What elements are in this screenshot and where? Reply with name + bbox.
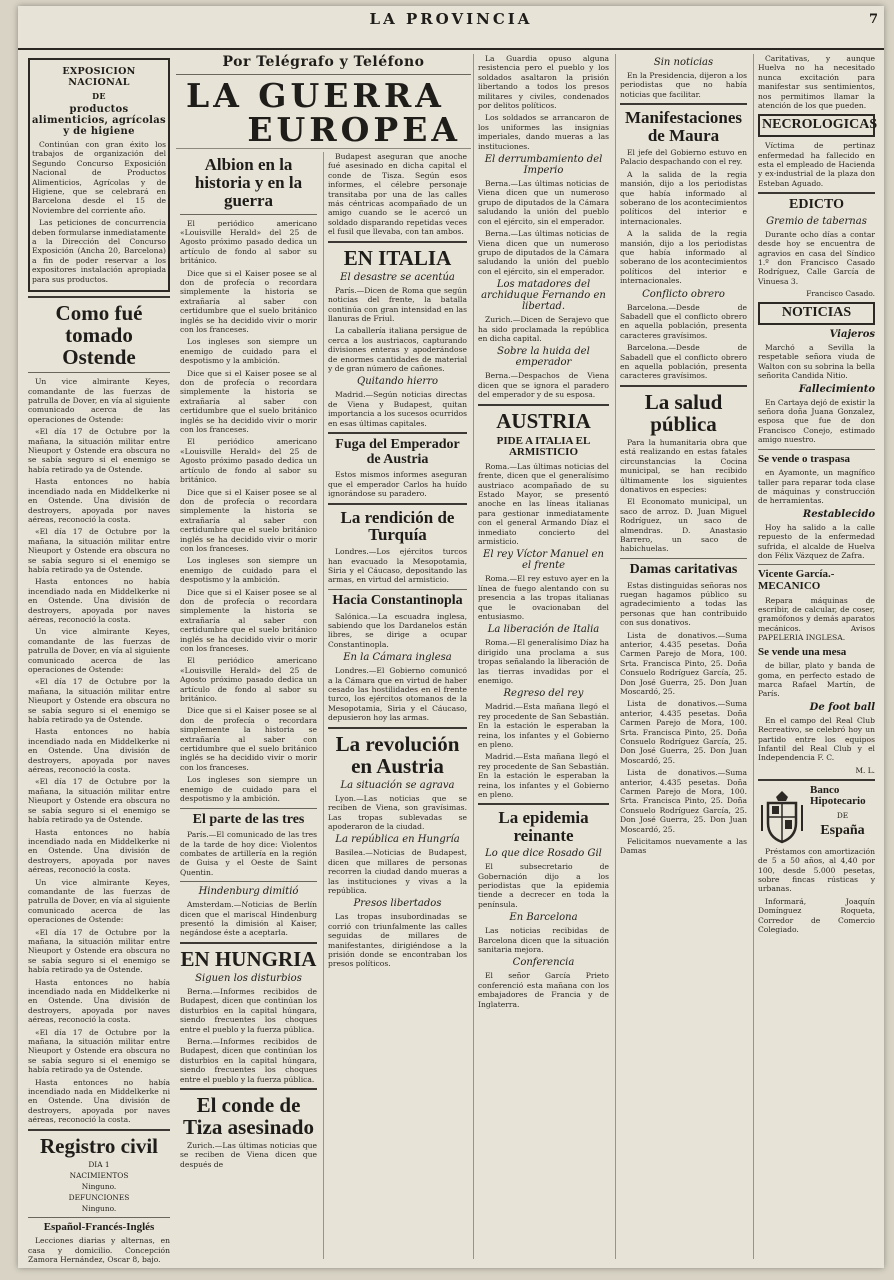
imperio-text-2: Berna.—Las últimas noticias de Viena dicen que un numeroso grupo de diputados de la Cámara saludando la unión del pueblo con el ejército, sin el emperador. — [478, 229, 609, 276]
damas-continued-text: Caritativas, y aunque Huelva no ha necesitado nunca excitación para manifestar sus sentimientos, nos permitimos llamar la atención de los que pueden. — [758, 54, 875, 111]
damas-list-2: Lista de donativos.—Suma anterior, 4.435 pesetas. Doña Carmen Parejo de Mora, 100. Srta. Francisca Pinto, 25. Doña Consuelo Rodríguez García, 25. Don José Guerra, 25. Don Juan Moscardó, 25. — [620, 699, 747, 765]
huida-text: Berna.—Despachos de Viena dicen que se ignora el paradero del emperador y de su esposa. — [478, 371, 609, 400]
ostende-text-3f: Hasta entonces no había incendiado nada en Middelkerke ni en Ostende. Una división de destroyers, apoyada por naves aéreas, reconoció la costa. — [28, 727, 170, 775]
mecanico-headline: Vicente García.-MECANICO — [758, 568, 835, 592]
albion-text-4: Dice que si el Kaiser posee se al don de profecía o recordara simplemente la historia se extrañaría al saber con certidumbre que el suelo británico inglés se ha decidido vivir o morir con los franceses. — [180, 368, 317, 435]
turquia-headline: La rendición de Turquía — [340, 507, 455, 545]
masthead-title: LA PROVINCIA — [369, 10, 533, 28]
ostende-text-3d: Un vice almirante Keyes, comandante de las fuerzas de patrulla de Dover, en vía al siguiente comunicado acerca de las operaciones de Ostende: — [28, 627, 170, 675]
albion-text-2: Dice que si el Kaiser posee se al don de profecía o recordara simplemente la historia se extrañaría al saber con certidumbre que el suelo británico inglés se ha decidido vivir o morir con los franceses. — [180, 268, 317, 334]
sin-noticias-subhead: Sin noticias — [653, 57, 714, 68]
spread-headline-line2: EUROPEA — [247, 110, 461, 149]
column-2 — [176, 152, 321, 1259]
expo-text: Continúan con gran éxito los trabajos de organización del Segundo Concurso Exposición Nacional de Productos Alimenticios, Agrícolas y de Higiene, que se celebrará en Barcelona desde el 15 de Noviembre del corriente año. — [32, 140, 166, 215]
conferencia-text: El señor García Prieto conferenció esta mañana con los embajadores de Francia y de Inglaterra. — [478, 971, 609, 1009]
masthead — [18, 6, 884, 50]
banco-de: DE — [836, 810, 849, 820]
hungria-text-2: Berna.—Informes recibidos de Budapest, dicen que continúan los disturbios en la capital húngara, siendo frecuentes los choques entre el pueblo y la fuerza pública. — [180, 1036, 317, 1084]
banco-text: Préstamos con amortización de 5 a 50 años, al 4,40 por 100, desde 5.000 pesetas, sobre fincas rústicas y urbanas. — [758, 846, 875, 894]
camara-subhead: En la Cámara inglesa — [343, 652, 452, 664]
maura-headline: Manifestaciones de Maura — [624, 108, 743, 146]
regreso-text: Madrid.—Esta mañana llegó el rey procedente de San Sebastián. En la estación le esperaban la reina, los infantes y el Gobierno en pleno. — [478, 702, 609, 750]
albion-text-7: Los ingleses son siempre un enemigo de cuidado para el despotismo y la ambición. — [180, 556, 317, 585]
rey-subhead: El rey Víctor Manuel en el frente — [483, 549, 604, 572]
imperio-text: Berna.—Las últimas noticias de Viena dicen que un numeroso grupo de diputados de la Cámara saludando la unión del pueblo con el ejército, sin el emperador. — [478, 179, 609, 226]
ostende-text-3k: Hasta entonces no había incendiado nada en Middelkerke ni en Ostende. Una división de destroyers, apoyada por naves aéreas, reconoció la costa. — [28, 977, 170, 1025]
salud-text-2: El Economato municipal, un saco de arroz. D. Juan Miguel Rodríguez, un saco de almendras. D. Anastasio Barrero, un saco de habichuelas. — [620, 497, 747, 554]
idiomas-headline: Español-Francés-Inglés — [43, 1220, 155, 1233]
noticias-box — [758, 302, 875, 325]
mesa-billar-text: de billar, plato y banda de goma, en perfecto estado de marca Rafael Martín, de París. — [758, 661, 875, 699]
coat-of-arms-icon — [758, 787, 806, 845]
epidemia-headline: La epidemia reinante — [498, 808, 589, 846]
necrologicas-headline: NECROLOGICAS — [762, 117, 878, 133]
registro-defunciones-value: Ninguno. — [81, 1203, 117, 1213]
edicto-headline: EDICTO — [789, 197, 844, 213]
registro-defunciones: DEFUNCIONES — [68, 1192, 130, 1202]
football-signature: M. L. — [855, 765, 875, 775]
maura-text-3: A la salida de la regia mansión, dijo a los periodistas que había informado al soberano de los acontecimientos políticos del interior e internacionales. — [620, 229, 747, 286]
ostende-text-3g: «El día 17 de Octubre por la mañana, la situación militar entre Nieuport y Ostende era obscura no se sabía seguro si el enemigo se había retirado ya de Ostende. — [28, 777, 170, 825]
mesa-billar-headline: Se vende una mesa — [758, 645, 847, 658]
regreso-subhead: Regreso del rey — [503, 688, 584, 700]
registro-nacimientos: NACIMIENTOS — [69, 1170, 129, 1180]
edicto-signature: Francisco Casado. — [806, 289, 875, 299]
war-spread-header — [176, 54, 471, 149]
matadores-subhead: Los matadores del archiduque Fernando en libertad. — [481, 279, 606, 313]
albion-text-3: Los ingleses son siempre un enemigo de cuidado para el despotismo y la ambición. — [180, 337, 317, 366]
italia-headline: EN ITALIA — [343, 245, 452, 270]
football-text: En el campo del Real Club Recreativo, se celebró hoy un partido entre los equipos Infantil del Real Club y el Independencia F. C. — [758, 715, 875, 763]
spread-kicker: Por Telégrafo y Teléfono — [222, 54, 425, 70]
idiomas-text: Lecciones diarias y alternas, en casa y domicilio. Concepción Zamora Hernández, Oscar 8, bajo. — [28, 1236, 170, 1265]
epidemia-text: El subsecretario de Gobernación dijo a los periodistas que la epidemia tiende a decrecer en toda la península. — [478, 862, 609, 909]
austria-headline: AUSTRIA — [496, 408, 591, 433]
ostende-text-3h: Hasta entonces no había incendiado nada en Middelkerke ni en Ostende. Una división de destroyers, apoyada por naves aéreas, reconoció la costa. — [28, 827, 170, 875]
fuga-headline: Fuga del Emperador de Austria — [335, 436, 460, 467]
constantinopla-text: Salónica.—La escuadra inglesa, sabiendo que los Dardanelos están libres, se dirige a ocupar Constantinopla. — [328, 611, 467, 649]
salud-headline: La salud pública — [644, 389, 723, 436]
noticias-headline: NOTICIAS — [781, 305, 852, 321]
salud-text: Para la humanitaria obra que está realizando en estas fatales circunstancias la Cocina municipal, se han recibido últimamente los siguientes donativos en especies: — [620, 437, 747, 494]
banco-text-2: Informará, Joaquín Domínguez Roqueta, Corredor de Comercio Colegiado. — [758, 896, 875, 934]
albion-text-5: El periódico americano «Louisville Herald» del 25 de Agosto próximo pasado dedica un artículo de fondo al sabor su británico. — [180, 437, 317, 485]
austria-armisticio-headline: PIDE A ITALIA EL ARMISTICIO — [496, 434, 591, 459]
albion-text-9: El periódico americano «Louisville Herald» del 25 de Agosto próximo pasado dedica un artículo de fondo al sabor su británico. — [180, 656, 317, 704]
albion-text-10: Dice que si el Kaiser posee se al don de profecía o recordara simplemente la historia se extrañaría al saber con certidumbre que el suelo británico inglés se ha decidido vivir o morir con los franceses. — [180, 706, 317, 772]
republica-text: Basilea.—Noticias de Budapest, dicen que millares de personas recorren la ciudad dando mueras a las instituciones y vivas a la república. — [328, 848, 467, 895]
liberacion-subhead: La liberación de Italia — [487, 624, 600, 636]
barcelona-text: Las noticias recibidas de Barcelona dicen que la situación sanitaria mejora. — [478, 926, 609, 955]
ostende-text-3l: «El día 17 de Octubre por la mañana, la situación militar entre Nieuport y Ostende era obscura no se sabía seguro si el enemigo se había retirado ya de Ostende. — [28, 1027, 170, 1075]
albion-text-8: Dice que si el Kaiser posee se al don de profecía o recordara simplemente la historia se extrañaría al saber con certidumbre que el suelo británico inglés se ha decidido vivir o morir con los franceses. — [180, 587, 317, 653]
banco-name: España — [820, 822, 865, 838]
expo-box — [28, 58, 170, 292]
ostende-text-3: Hasta entonces no había incendiado nada en Middelkerke ni en Ostende. Una división de destroyers, apoyada por naves aéreas, reconoció la costa. — [28, 477, 170, 524]
conflicto-subhead: Conflicto obrero — [642, 288, 725, 300]
necrologicas-box — [758, 114, 878, 137]
vende-traspasa-text: en Ayamonte, un magnífico taller para reparar toda clase de máquinas y construcción de herramientas. — [758, 468, 875, 506]
parte-headline: El parte de las tres — [192, 811, 305, 827]
ostende-text-2: «El día 17 de Octubre por la mañana, la situación militar entre Nieuport y Ostende era obscura no se sabía seguro si el enemigo se había retirado ya de Ostende. — [28, 427, 170, 474]
austria-text: Roma.—Las últimas noticias del frente, dicen que el generalísimo austriaco acompañado de su Estado Mayor, se presentó anoche en las líneas italianas para gestionar inmediatamente con el general Armando Díaz el inmediato concierto del armisticio. — [478, 461, 609, 546]
epidemia-subhead: Lo que dice Rosado Gil — [485, 848, 602, 860]
viajeros-subhead: Viajeros — [829, 328, 875, 340]
expo-title: EXPOSICION NACIONAL — [62, 66, 136, 88]
expo-de: DE — [92, 91, 106, 101]
registro-nacimientos-value: Ninguno. — [81, 1181, 117, 1191]
ostende-text-3i: Un vice almirante Keyes, comandante de las fuerzas de patrulla de Dover, en vía al siguiente comunicado acerca de las operaciones de Ostende: — [28, 877, 170, 925]
rey-text: Roma.—El rey estuvo ayer en la línea de fuego alentando con su presencia a las tropas italianas que le ovacionaban del entusiasmo. — [478, 574, 609, 621]
ostende-text-3c: Hasta entonces no había incendiado nada en Middelkerke ni en Ostende. Una división de destroyers, apoyada por naves aéreas, reconoció la costa. — [28, 577, 170, 624]
maura-text-2: A la salida de la regia mansión, dijo a los periodistas que había informado al soberano de los acontecimientos políticos del interior e internacionales. — [620, 169, 747, 226]
damas-list: Lista de donativos.—Suma anterior, 4.435 pesetas. Doña Carmen Parejo de Mora, 100. Srta. Francisca Pinto, 25. Doña Consuelo Rodríguez García, 25. Don José Guerra, 25. Don Juan Moscardó, 25. — [620, 630, 747, 696]
revolucion-subhead: La situación se agrava — [340, 779, 455, 791]
banco-title: Banco Hipotecario — [810, 783, 866, 808]
fallecimiento-text: En Cartaya dejó de existir la señora doña Juana Gonzalez, esposa que fue de don Francisco Conejo, estimado amigo nuestro. — [758, 397, 875, 445]
presos-continued-text-2: Los soldados se arrancaron de los uniformes las insignias imperiales, dando mueras a las instituciones. — [478, 113, 609, 151]
matadores-text: Zurich.—Dicen de Serajevo que ha sido proclamada la república en dicha capital. — [478, 315, 609, 343]
hungria-headline: EN HUNGRIA — [180, 946, 317, 971]
registro-dia: DIA 1 — [88, 1159, 110, 1169]
presos-text: Las tropas insubordinadas se corrió con triunfalmente las calles seguidas de millares de manifestantes, dirigiéndose a la prisión donde se encontraban los presos políticos. — [328, 912, 467, 969]
football-subhead: De foot ball — [809, 701, 875, 713]
italia-text-2: La caballería italiana persigue de cerca a los austriacos, capturando divisiones enteras y apoderándose de enormes cantidades de material y de gran número de cañones. — [328, 326, 467, 373]
hungria-text: Berna.—Informes recibidos de Budapest, dicen que continúan los disturbios en la capital húngara, siendo frecuentes los choques entre el pueblo y la fuerza pública. — [180, 986, 317, 1034]
maura-text: El jefe del Gobierno estuvo en Palacio despachando con el rey. — [620, 147, 747, 167]
felicitamos-text: Felicitamos nuevamente a las Damas — [620, 837, 747, 856]
ostende-headline: Como fué tomado Ostende — [55, 301, 143, 370]
republica-subhead: La república en Hungría — [335, 834, 460, 846]
presos-continued-text: La Guardia opuso alguna resistencia pero el pueblo y los soldados asaltaron la prisión libertando a todos los presos militares y civiles, condenados por delitos políticos. — [478, 54, 609, 111]
huida-subhead: Sobre la huida del emperador — [497, 346, 590, 369]
ostende-text-3b: «El día 17 de Octubre por la mañana, la situación militar entre Nieuport y Ostende era obscura no se sabía seguro si el enemigo se había retirado ya de Ostende. — [28, 527, 170, 574]
imperio-subhead: El derrumbamiento del Imperio — [484, 154, 603, 177]
hungria-subhead: Siguen los disturbios — [195, 972, 302, 984]
mecanico-text: Repara máquinas de escribir, de calcular, de coser, gramófonos y demás aparatos mecánicos. Avisos PAPELERIA INGLESA. — [758, 595, 875, 643]
liberacion-text: Roma.—El generalísimo Díaz ha dirigido una proclama a sus tropas señalando la liberación de las tierras invadidas por el enemigo. — [478, 638, 609, 686]
albion-text: El periódico americano «Louisville Herald» del 25 de Agosto próximo pasado dedica un artículo de fondo al sabor su británico. — [180, 218, 317, 266]
vende-traspasa-headline: Se vende o traspasa — [758, 452, 850, 465]
presos-subhead: Presos libertados — [353, 898, 442, 910]
edicto-subhead: Gremio de tabernas — [766, 215, 867, 227]
spread-headline-line1: LA GUERRA — [186, 76, 445, 115]
column-4 — [473, 54, 613, 1259]
italia-subhead: El desastre se acentúa — [340, 271, 455, 283]
ostende-text-3j: «El día 17 de Octubre por la mañana, la situación militar entre Nieuport y Ostende era obscura no se sabía seguro si el enemigo se había retirado ya de Ostende. — [28, 927, 170, 975]
conflicto-text: Barcelona.—Desde de Sabadell que el conflicto obrero en aquella población, presenta caracteres gravísimos. — [620, 302, 747, 340]
turquia-text: Londres.—Los ejércitos turcos han evacuado la Mesopotamia, Siria y el Cáucaso, depositando las armas, en virtud del armisticio. — [328, 547, 467, 585]
column-3 — [323, 152, 471, 1259]
expo-text-2: Las peticiones de concurrencia deben formularse inmediatamente a la Dirección del Concurso Exposición (Ancha 20, Barcelona) a fin de poder reservar a los expositores instalación apropiada para sus productos. — [32, 218, 166, 284]
albion-text-11: Los ingleses son siempre un enemigo de cuidado para el despotismo y la ambición. — [180, 775, 317, 804]
damas-text: Estas distinguidas señoras nos ruegan hagamos público su agradecimiento a todas las personas que han contribuido con sus donativos. — [620, 580, 747, 628]
page-number: 7 — [868, 12, 878, 27]
column-1 — [24, 54, 174, 1265]
hindenburg-subhead: Hindenburg dimitió — [198, 886, 299, 898]
conferencia-subhead: Conferencia — [512, 957, 575, 969]
sin-noticias-text: En la Presidencia, dijeron a los periodistas que no había noticias que facilitar. — [620, 71, 747, 99]
column-5 — [615, 54, 751, 1259]
fallecimiento-subhead: Fallecimiento — [798, 383, 875, 395]
registro-headline: Registro civil — [39, 1133, 158, 1158]
restablecido-subhead: Restablecido — [802, 508, 875, 520]
damas-list-3: Lista de donativos.—Suma anterior, 4.435 pesetas. Doña Carmen Parejo de Mora, 100. Srta. Francisca Pinto, 25. Doña Consuelo Rodríguez García, 25. Don José Guerra, 25. Don Juan Moscardó, 25. — [620, 768, 747, 834]
regreso-text-2: Madrid.—Esta mañana llegó el rey procedente de San Sebastián. En la estación le esperaban la reina, los infantes y el Gobierno en pleno. — [478, 752, 609, 800]
albion-text-6: Dice que si el Kaiser posee se al don de profecía o recordara simplemente la historia se extrañaría al saber con certidumbre que el suelo británico inglés se ha decidido vivir o morir con los franceses. — [180, 487, 317, 553]
revolucion-text: Lyon.—Las noticias que se reciben de Viena, son gravísimas. Las tropas sublevadas se apoderaron de la ciudad. — [328, 793, 467, 831]
newspaper-page — [18, 6, 884, 1268]
necrologicas-text: Víctima de pertinaz enfermedad ha fallecido en esta el empleado de Hacienda y ex-industrial de la plaza don Esteban Aguado. — [758, 141, 875, 188]
ostende-text-3m: Hasta entonces no había incendiado nada en Middelkerke ni en Ostende. Una división de destroyers, apoyada por naves aéreas, reconoció la costa. — [28, 1077, 170, 1125]
restablecido-text: Hoy ha salido a la calle repuesto de la enfermedad sufrida, el alcalde de Huelva don Félix Vázquez de Zafra. — [758, 522, 875, 561]
ostende-text-3e: «El día 17 de Octubre por la mañana, la situación militar entre Nieuport y Ostende era obscura no se sabía seguro si el enemigo se había retirado ya de Ostende. — [28, 677, 170, 725]
column-6 — [753, 54, 879, 1259]
parte-text: París.—El comunicado de las tres de la tarde de hoy dice: Violentos combates de artillería en la región de Guisa y el Oeste de Saint Quentin. — [180, 830, 317, 877]
italia-text: París.—Dicen de Roma que según noticias del frente, la batalla continúa con gran intensidad en las llanuras de Friul. — [328, 285, 467, 323]
tiza-continued-text: Budapest aseguran que anoche fué asesinado en dicha capital el conde de Tisza. Según esos informes, el célebre personaje transitaba por una de las calles más céntricas acompañado de un amigo cuando se le acercó un soldado disparando repetidas veces el fusil que llevaba, con tan ambos. — [328, 152, 467, 237]
quitando-text: Madrid.—Según noticias directas de Viena y Budapest, quitan importancia a los sucesos ocurridos en esas últimas capitales. — [328, 390, 467, 428]
ostende-text: Un vice almirante Keyes, comandante de las fuerzas de patrulla de Dover, en vía al siguiente comunicado acerca de las operaciones de Ostende: — [28, 377, 170, 424]
revolucion-headline: La revolución en Austria — [335, 731, 460, 778]
expo-subtitle: productos alimenticios, agrícolas y de higiene — [32, 104, 166, 137]
tiza-text: Zurich.—Las últimas noticias que se reciben de Viena dicen que después de — [180, 1141, 317, 1169]
hindenburg-text: Amsterdam.—Noticias de Berlín dicen que el mariscal Hindenburg presentó la dimisión al Kaiser, negándose éste a aceptarla. — [180, 900, 317, 938]
tiza-headline: El conde de Tiza asesinado — [183, 1092, 314, 1139]
quitando-subhead: Quitando hierro — [357, 376, 438, 388]
banco-ad — [758, 785, 875, 935]
edicto-text: Durante ocho días a contar desde hoy se encuentra de agravios en casa del Síndico 1.º don Francisco Casado Rodríguez, Calle García de Vinuesa 3. — [758, 229, 875, 286]
damas-headline: Damas caritativas — [629, 561, 738, 577]
albion-headline: Albion en la historia y en la guerra — [194, 155, 303, 210]
viajeros-text: Marchó a Sevilla la respetable señora viuda de Walton con su sobrina la bella señorita Candida Nitio. — [758, 342, 875, 381]
conflicto-text-2: Barcelona.—Desde de Sabadell que el conflicto obrero en aquella población, presenta caracteres gravísimos. — [620, 343, 747, 381]
camara-text: Londres.—El Gobierno comunicó a la Cámara que en virtud de haber cesado las hostilidades en el frente turco, los ejércitos otomanos de la Mesopotamia, Siria y el Cáucaso, depusieron hoy las armas. — [328, 666, 467, 723]
barcelona-subhead: En Barcelona — [509, 912, 578, 924]
constantinopla-headline: Hacia Constantinopla — [332, 592, 463, 608]
fuga-text: Estos mismos informes aseguran que el emperador Carlos ha huído ignorándose su paradero. — [328, 470, 467, 499]
